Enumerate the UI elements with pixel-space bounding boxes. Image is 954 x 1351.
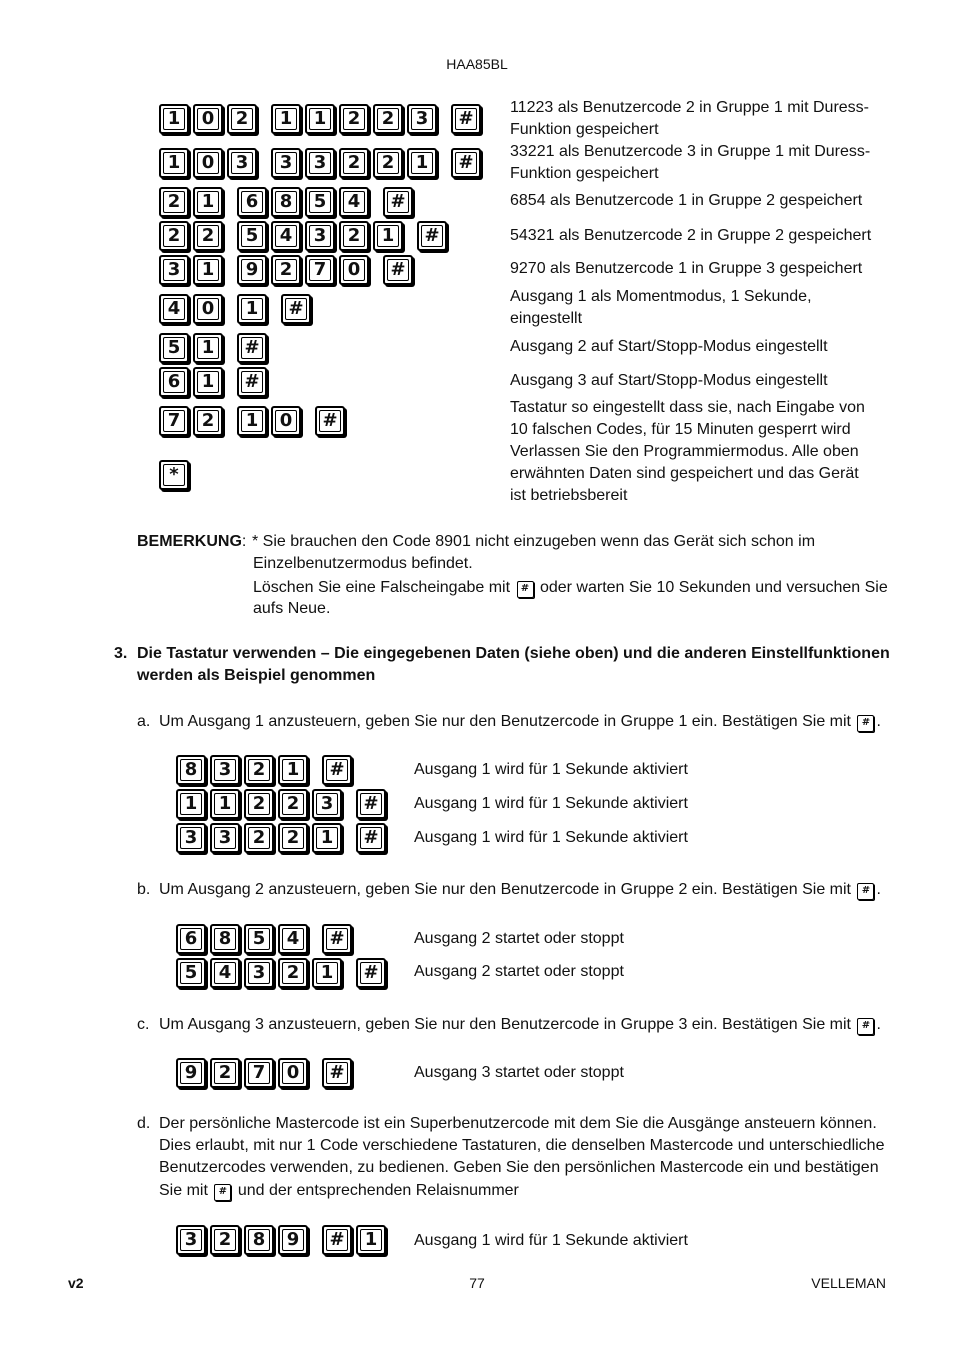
key-7: 7	[159, 406, 189, 436]
key-sequence	[176, 755, 356, 785]
key-2: 2	[244, 789, 274, 819]
key-4: 4	[159, 294, 189, 324]
footer-version: v2	[68, 1275, 84, 1291]
key-1: 1	[305, 104, 335, 134]
key-1: 1	[407, 148, 437, 178]
key-4: 4	[339, 187, 369, 217]
key-3: 3	[210, 823, 240, 853]
key-sequence	[176, 1225, 390, 1255]
sub-d-line-4b: und der entsprechenden Relaisnummer	[237, 1182, 519, 1199]
key-8: 8	[176, 755, 206, 785]
key-sequence-description: Ausgang 2 startet oder stoppt	[414, 930, 624, 947]
key-1: 1	[159, 148, 189, 178]
key-2: 2	[373, 148, 403, 178]
key-5: 5	[244, 924, 274, 954]
sub-b-text	[159, 879, 881, 901]
key-sequence-description: Ausgang 3 startet oder stoppt	[414, 1064, 624, 1081]
key-sequence-description: Ausgang 1 wird für 1 Sekunde aktiviert	[414, 829, 688, 846]
sub-d-letter: d.	[137, 1115, 151, 1132]
key-1: 1	[193, 187, 223, 217]
key-4: 4	[271, 221, 301, 251]
key-sequence-description: 33221 als Benutzercode 3 in Gruppe 1 mit Duress-	[510, 143, 871, 160]
remark-line-2: Einzelbenutzermodus befindet.	[253, 555, 473, 572]
key-8: 8	[244, 1225, 274, 1255]
key-2: 2	[271, 255, 301, 285]
key-sequence-description: Ausgang 1 wird für 1 Sekunde aktiviert	[414, 1232, 688, 1249]
remark	[137, 531, 246, 553]
star-key: *	[159, 460, 189, 490]
key-sequence-description: Ausgang 2 startet oder stoppt	[414, 963, 624, 980]
key-sequence-description: eingestellt	[510, 310, 583, 327]
key-0: 0	[193, 104, 223, 134]
key-0: 0	[193, 294, 223, 324]
sub-c-text	[159, 1014, 881, 1036]
key-sequence	[176, 958, 390, 988]
key-2: 2	[278, 789, 308, 819]
hash-key: #	[322, 1058, 352, 1088]
key-2: 2	[210, 1058, 240, 1088]
hash-key: #	[322, 1225, 352, 1255]
key-1: 1	[312, 958, 342, 988]
key-sequence-description: Ausgang 3 auf Start/Stopp-Modus eingestellt	[510, 372, 828, 389]
key-0: 0	[339, 255, 369, 285]
key-0: 0	[278, 1058, 308, 1088]
key-7: 7	[305, 255, 335, 285]
key-2: 2	[278, 823, 308, 853]
key-sequence-description: Funktion gespeichert	[510, 121, 659, 138]
key-sequence	[159, 255, 417, 285]
sub-b-end: .	[876, 881, 881, 898]
key-8: 8	[210, 924, 240, 954]
key-5: 5	[159, 333, 189, 363]
hash-key: #	[383, 187, 413, 217]
key-2: 2	[193, 406, 223, 436]
key-sequence-description: 11223 als Benutzercode 2 in Gruppe 1 mit Duress-	[510, 99, 870, 116]
key-1: 1	[193, 367, 223, 397]
key-sequence	[159, 406, 349, 436]
key-3: 3	[227, 148, 257, 178]
key-1: 1	[193, 255, 223, 285]
hash-key: #	[237, 367, 267, 397]
key-1: 1	[237, 406, 267, 436]
key-2: 2	[193, 221, 223, 251]
sub-d-line-3: Benutzercodes verwenden, zu bedienen. Geben Sie den persönlichen Mastercode ein und bestätigen	[159, 1159, 879, 1176]
hash-key-icon: #	[857, 1018, 874, 1035]
hash-key: #	[417, 221, 447, 251]
key-2: 2	[159, 221, 189, 251]
key-3: 3	[407, 104, 437, 134]
remark-line-3a: Löschen Sie eine Falscheingabe mit	[253, 579, 511, 596]
sub-b-letter: b.	[137, 881, 151, 898]
sub-d-line-2: Dies erlaubt, mit nur 1 Code verschiedene Tastaturen, die denselben Mastercode und unterschiedliche	[159, 1137, 885, 1154]
key-1: 1	[312, 823, 342, 853]
key-sequence	[159, 367, 271, 397]
remark-label: BEMERKUNG	[137, 533, 242, 550]
key-9: 9	[176, 1058, 206, 1088]
key-sequence	[176, 789, 390, 819]
hash-key: #	[356, 823, 386, 853]
hash-key: #	[356, 789, 386, 819]
key-sequence-description: 54321 als Benutzercode 2 in Gruppe 2 gespeichert	[510, 227, 872, 244]
remark-line-1: * Sie brauchen den Code 8901 nicht einzugeben wenn das Gerät sich schon im	[252, 533, 816, 550]
footer-brand: VELLEMAN	[811, 1275, 886, 1291]
hash-key-icon: #	[517, 581, 534, 598]
sub-c-sentence: Um Ausgang 3 anzusteuern, geben Sie nur den Benutzercode in Gruppe 3 ein. Bestätigen Sie mit	[159, 1016, 851, 1033]
key-3: 3	[305, 221, 335, 251]
key-sequence-description: Funktion gespeichert	[510, 165, 659, 182]
key-6: 6	[237, 187, 267, 217]
key-1: 1	[373, 221, 403, 251]
hash-key-icon: #	[857, 715, 874, 732]
key-2: 2	[244, 755, 274, 785]
key-1: 1	[356, 1225, 386, 1255]
key-sequence	[159, 294, 315, 324]
key-2: 2	[339, 221, 369, 251]
remark-line-3b: oder warten Sie 10 Sekunden und versuchen Sie	[539, 579, 888, 596]
key-0: 0	[193, 148, 223, 178]
key-sequence	[159, 187, 417, 217]
section-title-line-1: Die Tastatur verwenden – Die eingegebenen Daten (siehe oben) und die anderen Einstellfunktionen	[137, 645, 890, 662]
remark-colon: :	[241, 533, 247, 550]
key-9: 9	[237, 255, 267, 285]
key-sequence-description: Ausgang 2 auf Start/Stopp-Modus eingestellt	[510, 338, 828, 355]
key-sequence-description: Verlassen Sie den Programmiermodus. Alle oben	[510, 443, 859, 460]
remark-line-4: aufs Neue.	[253, 600, 331, 617]
key-3: 3	[176, 823, 206, 853]
key-8: 8	[271, 187, 301, 217]
key-sequence-description: Ausgang 1 als Momentmodus, 1 Sekunde,	[510, 288, 812, 305]
section-number: 3.	[114, 645, 128, 662]
key-sequence	[176, 1058, 356, 1088]
key-9: 9	[278, 1225, 308, 1255]
key-sequence	[159, 104, 485, 134]
sub-d-line-1: Der persönliche Mastercode ist ein Superbenutzercode mit dem Sie die Ausgänge ansteuern können.	[159, 1115, 877, 1132]
key-sequence-description: erwähnten Daten sind gespeichert und das Gerät	[510, 465, 859, 482]
sub-a-letter: a.	[137, 713, 151, 730]
key-sequence	[176, 924, 356, 954]
key-2: 2	[227, 104, 257, 134]
hash-key: #	[281, 294, 311, 324]
key-0: 0	[271, 406, 301, 436]
remark-line-3	[253, 577, 888, 599]
hash-key: #	[451, 104, 481, 134]
key-1: 1	[271, 104, 301, 134]
key-sequence	[159, 148, 485, 178]
key-2: 2	[339, 148, 369, 178]
sub-d-line-4a: Sie mit	[159, 1182, 208, 1199]
key-3: 3	[305, 148, 335, 178]
key-sequence	[176, 823, 390, 853]
key-3: 3	[244, 958, 274, 988]
key-2: 2	[159, 187, 189, 217]
page-header: HAA85BL	[446, 56, 508, 72]
key-7: 7	[244, 1058, 274, 1088]
key-6: 6	[159, 367, 189, 397]
key-sequence-description: 10 falschen Codes, für 15 Minuten gesperrt wird	[510, 421, 851, 438]
footer-page-number: 77	[469, 1275, 485, 1291]
hash-key: #	[356, 958, 386, 988]
key-6: 6	[176, 924, 206, 954]
hash-key: #	[237, 333, 267, 363]
hash-key: #	[322, 924, 352, 954]
key-sequence-description: 6854 als Benutzercode 1 in Gruppe 2 gespeichert	[510, 192, 863, 209]
key-3: 3	[159, 255, 189, 285]
key-sequence	[159, 460, 193, 490]
key-sequence-description: ist betriebsbereit	[510, 487, 628, 504]
key-5: 5	[305, 187, 335, 217]
key-1: 1	[278, 755, 308, 785]
hash-key: #	[451, 148, 481, 178]
key-sequence-description: 9270 als Benutzercode 1 in Gruppe 3 gespeichert	[510, 260, 863, 277]
key-1: 1	[237, 294, 267, 324]
key-5: 5	[176, 958, 206, 988]
key-2: 2	[339, 104, 369, 134]
sub-c-letter: c.	[137, 1016, 150, 1033]
hash-key: #	[322, 755, 352, 785]
section-title-line-2: werden als Beispiel genommen	[137, 667, 376, 684]
key-sequence	[159, 221, 451, 251]
hash-key: #	[383, 255, 413, 285]
sub-a-sentence: Um Ausgang 1 anzusteuern, geben Sie nur den Benutzercode in Gruppe 1 ein. Bestätigen Sie mit	[159, 713, 851, 730]
key-2: 2	[210, 1225, 240, 1255]
key-5: 5	[237, 221, 267, 251]
key-sequence-description: Tastatur so eingestellt dass sie, nach Eingabe von	[510, 399, 865, 416]
key-3: 3	[210, 755, 240, 785]
key-4: 4	[210, 958, 240, 988]
key-3: 3	[312, 789, 342, 819]
hash-key-icon: #	[857, 883, 874, 900]
key-4: 4	[278, 924, 308, 954]
key-3: 3	[271, 148, 301, 178]
hash-key: #	[315, 406, 345, 436]
key-sequence	[159, 333, 271, 363]
sub-a-text	[159, 711, 881, 733]
key-2: 2	[373, 104, 403, 134]
key-sequence-description: Ausgang 1 wird für 1 Sekunde aktiviert	[414, 795, 688, 812]
sub-a-end: .	[876, 713, 881, 730]
hash-key-icon: #	[214, 1184, 231, 1201]
sub-b-sentence: Um Ausgang 2 anzusteuern, geben Sie nur den Benutzercode in Gruppe 2 ein. Bestätigen Sie mit	[159, 881, 851, 898]
key-1: 1	[210, 789, 240, 819]
key-1: 1	[159, 104, 189, 134]
key-sequence-description: Ausgang 1 wird für 1 Sekunde aktiviert	[414, 761, 688, 778]
key-3: 3	[176, 1225, 206, 1255]
key-2: 2	[278, 958, 308, 988]
sub-c-end: .	[876, 1016, 881, 1033]
key-1: 1	[176, 789, 206, 819]
sub-d-line-4	[159, 1180, 519, 1202]
key-1: 1	[193, 333, 223, 363]
key-2: 2	[244, 823, 274, 853]
